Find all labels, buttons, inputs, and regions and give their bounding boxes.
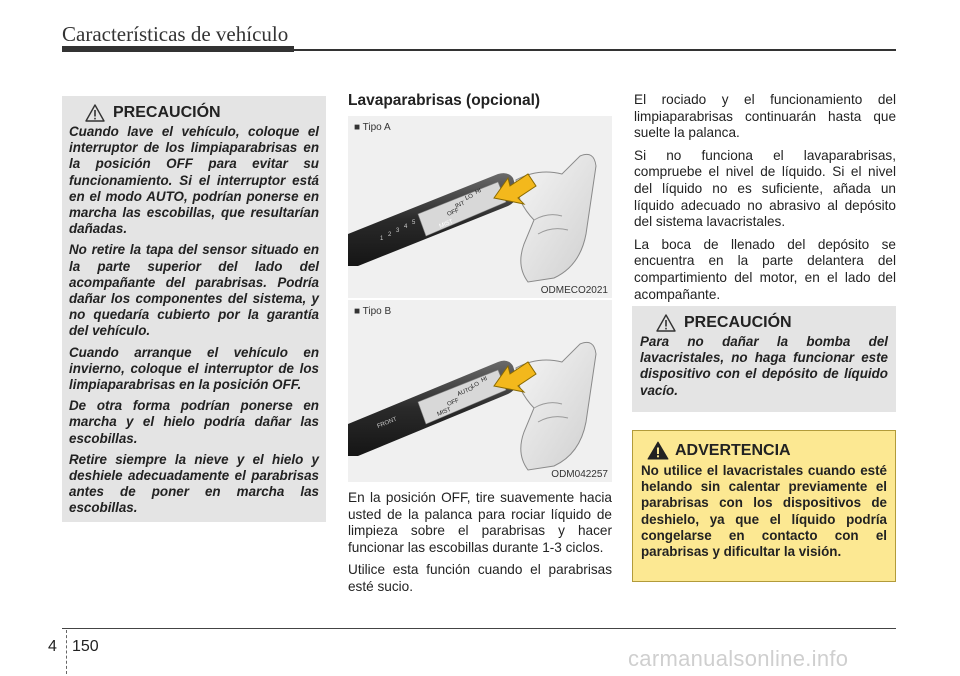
lever-mark: LO [464, 193, 475, 202]
lever-mark: OFF [446, 207, 460, 218]
caution-paragraph: Cuando arranque el vehículo en invierno, coloque el interruptor de los limpiaparabrisas en la posición OFF. [69, 344, 319, 393]
watermark: carmanualsonline.info [628, 646, 849, 671]
image-tipo-b [348, 300, 612, 482]
lever-mark: AUTO [456, 386, 475, 398]
lever-mark: FRONT [376, 416, 398, 430]
lever-mark: 4 [404, 224, 408, 230]
header-rule-thick [62, 46, 294, 52]
image-label: ■ Tipo B [354, 306, 392, 317]
lever-mark: 1 [380, 236, 384, 242]
image-code: ODMECO2021 [540, 285, 608, 296]
caution-paragraph: No retire la tapa del sensor situado en la parte superior del lado del acompañante del parabrisas. Podría dañar los componentes del sistema, y no quedaría cubierto por la garantía del vehículo. [69, 242, 319, 339]
lever-mark: MIST [438, 218, 455, 230]
wiper-lever-illustration [348, 116, 612, 298]
lever-mark: LO [470, 381, 481, 390]
header-rule-thin [294, 49, 896, 51]
image-label: ■ Tipo A [354, 122, 391, 133]
section-title: Lavaparabrisas (opcional) [348, 92, 541, 109]
caution-paragraph: De otra forma podrían ponerse en marcha y el hielo podría dañar las escobillas. [69, 398, 319, 446]
caution-box-left [62, 96, 326, 522]
wiper-lever-illustration [348, 300, 612, 482]
lever-mark: 2 [388, 232, 392, 238]
warning-heading [647, 441, 887, 460]
section-number: 4 [48, 638, 57, 655]
warning-box [632, 430, 896, 582]
caution-heading [85, 104, 319, 122]
right-column [634, 92, 896, 309]
warning-title: ADVERTENCIA [675, 441, 791, 459]
image-code: ODM042257 [551, 469, 608, 480]
lever-mark: MIST [436, 406, 453, 418]
caution-heading [656, 314, 888, 332]
body-paragraph: Si no funciona el lavaparabrisas, compruebe el nivel de líquido. Si el nivel del líquido no es suficiente, añada un líquido adecuado no abrasivo al depósito del sistema lavacristales. [634, 147, 896, 230]
header-title: Características de vehículo [62, 22, 289, 46]
caution-box-right [632, 306, 896, 412]
lever-mark: HI [480, 376, 489, 384]
footer-divider [66, 630, 67, 674]
caution-paragraph: Para no dañar la bomba del lavacristales, no haga funcionar este dispositivo con el depósito de líquido vacío. [640, 334, 888, 398]
middle-column [348, 92, 612, 602]
warning-triangle-icon [647, 441, 669, 460]
warning-text: No utilice el lavacristales cuando esté helando sin calentar previamente el parabrisas con los dispositivos de deshielo, ya que el líquido podría congelarse en contacto con el parabrisas y dificultar la visión. [641, 463, 887, 560]
footer-rule [62, 628, 896, 629]
body-paragraph: El rociado y el funcionamiento del limpiaparabrisas continuarán hasta que suelte la palanca. [634, 92, 896, 141]
lever-mark: HI [474, 188, 483, 196]
lever-mark: INT [454, 200, 466, 210]
warning-triangle-icon [85, 104, 105, 122]
page-number: 150 [72, 638, 99, 655]
caution-paragraph: Retire siempre la nieve y el hielo y deshiele adecuadamente el parabrisas antes de poner en marcha las escobillas. [69, 451, 319, 516]
image-tipo-a [348, 116, 612, 298]
caution-title: PRECAUCIÓN [113, 104, 221, 121]
lever-mark: OFF [446, 397, 460, 408]
body-paragraph: En la posición OFF, tire suavemente hacia usted de la palanca para rociar líquido de limpieza sobre el parabrisas y hacer funcionar las escobillas durante 1-3 ciclos. [348, 490, 612, 555]
caution-paragraph: Cuando lave el vehículo, coloque el interruptor de los limpiaparabrisas en la posición OFF para evitar su funcionamiento. Si el interruptor está en el modo AUTO, podrían ponerse en marcha las escobillas, que resultarían dañadas. [69, 124, 319, 237]
caution-title: PRECAUCIÓN [684, 314, 792, 331]
lever-mark: 5 [412, 220, 416, 226]
body-paragraph: La boca de llenado del depósito se encuentra en la parte delantera del compartimiento del motor, en el lado del acompañante. [634, 236, 896, 302]
lever-mark: 3 [396, 228, 400, 234]
warning-triangle-icon [656, 314, 676, 332]
body-paragraph: Utilice esta función cuando el parabrisas esté sucio. [348, 562, 612, 594]
